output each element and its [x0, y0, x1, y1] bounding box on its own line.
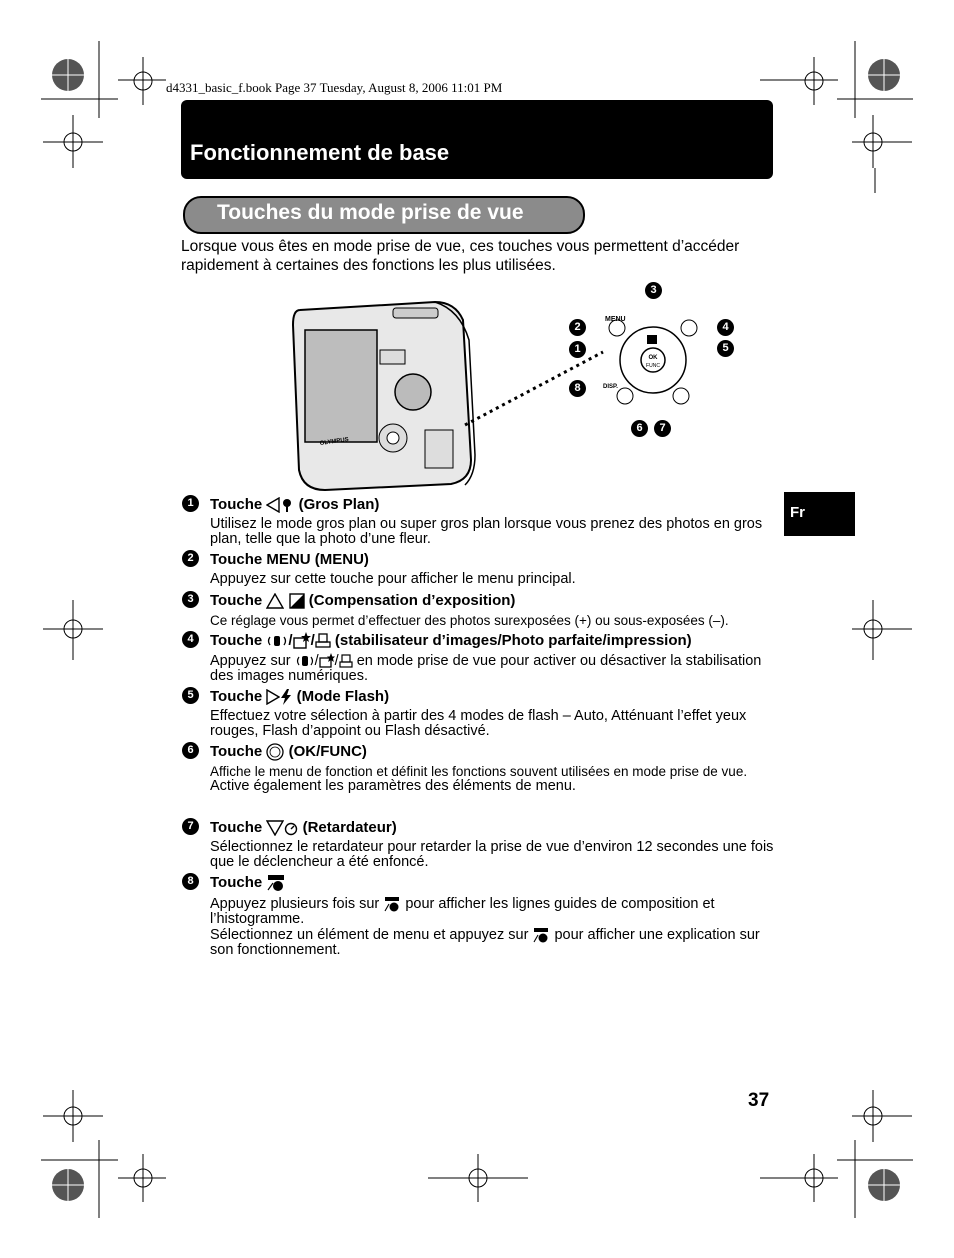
callout-6: 6 [631, 420, 648, 437]
print-icon [315, 633, 331, 649]
item-body-7: Sélectionnez le retardateur pour retarder la prise de vue d’environ 12 secondes une fois que le déclencheur a été enfoncé. [210, 839, 774, 870]
flash-icon [280, 689, 292, 705]
callout-2: 2 [569, 319, 586, 336]
intro-paragraph: Lorsque vous êtes en mode prise de vue, ces touches vous permettent d’accéder rapidement à certaines des fonctions les plus utilisées. [181, 238, 740, 274]
item-title-3 [210, 592, 515, 609]
func-label: FUNC [646, 363, 660, 369]
item-number-2: 2 [182, 550, 199, 567]
item-body-4: Appuyez sur / / en mode prise de vue pour activer ou désactiver la stabilisation des images numériques. [210, 652, 762, 684]
down-arrow-icon [266, 820, 284, 836]
item-prefix: Touche [210, 688, 263, 705]
item-prefix: Touche [210, 743, 263, 760]
page-number: 37 [748, 1090, 770, 1111]
item-prefix: Touche [210, 874, 263, 891]
item-prefix: Touche [210, 632, 263, 649]
exposure-compensation-icon [289, 593, 305, 609]
item-body-8 [210, 896, 780, 958]
exposure-icon [647, 335, 657, 344]
item-body-2: Appuyez sur cette touche pour afficher le menu principal. [210, 571, 576, 587]
left-arrow-icon [266, 497, 280, 513]
menu-word: MENU [266, 551, 311, 568]
item-prefix: Touche [210, 496, 263, 513]
self-timer-icon [284, 820, 298, 836]
item-number-7: 7 [182, 818, 199, 835]
item-title-text: (Gros Plan) [298, 496, 380, 513]
print-icon [339, 654, 353, 668]
item-prefix: Touche [210, 592, 263, 609]
item-title-text: (stabilisateur d’images/Photo parfaite/impression) [334, 632, 692, 649]
right-arrow-icon [266, 689, 280, 705]
book-metadata-line: d4331_basic_f.book Page 37 Tuesday, August 8, 2006 11:01 PM [166, 80, 503, 95]
disp-help-icon [532, 927, 550, 943]
item-body-5: Effectuez votre sélection à partir des 4 modes de flash – Auto, Atténuant l’effet yeux rouges, Flash d’appoint ou Flash désactivé. [210, 708, 747, 739]
item-title-text: (Mode Flash) [296, 688, 390, 705]
perfect-shot-icon [319, 653, 335, 669]
section-title: Fonctionnement de base [190, 140, 450, 165]
callout-8: 8 [569, 380, 586, 397]
item-body-text: en mode prise de vue pour activer ou désactiver la stabilisation des images numériques. [210, 652, 762, 684]
side-door [425, 430, 453, 468]
item-title-text: (OK/FUNC) [288, 743, 367, 760]
up-arrow-icon [266, 593, 284, 609]
item-title-text: (MENU) [314, 551, 369, 568]
item-title-5 [210, 688, 389, 705]
callout-7: 7 [654, 420, 671, 437]
subsection-title: Touches du mode prise de vue [217, 201, 524, 224]
brand-label: OLYMPUS [319, 436, 350, 447]
item-title-text: (Retardateur) [302, 819, 397, 836]
item-body-text: pour afficher les lignes guides de composition et l’histogramme. [210, 895, 715, 927]
stabilizer-button [681, 320, 697, 336]
item-title-text: (Compensation d’exposition) [308, 592, 516, 609]
item-body-1: Utilisez le mode gros plan ou super gros plan lorsque vous prenez des photos en gros plan, telle que la photo d’une fleur. [210, 516, 763, 547]
item-number-8: 8 [182, 873, 199, 890]
item-prefix: Touche [210, 551, 263, 568]
item-title-4: Touche / / (stabilisateur d’images/Photo parfaite/impression) [210, 632, 692, 649]
item-title-7 [210, 819, 397, 836]
menu-label: MENU [605, 316, 626, 323]
disp-button [617, 388, 633, 404]
lcd-screen [305, 330, 377, 442]
language-tab-label: Fr [790, 504, 805, 521]
item-number-1: 1 [182, 495, 199, 512]
callout-3: 3 [645, 282, 662, 299]
perfect-shot-icon [293, 632, 311, 650]
item-body-text: Appuyez sur [210, 652, 291, 669]
item-title-1 [210, 496, 379, 513]
disp-help-icon [266, 874, 286, 892]
item-title-6 [210, 743, 367, 761]
viewfinder [380, 350, 405, 364]
ok-label: OK [648, 355, 658, 361]
item-body-text: pour afficher une explication sur son fonctionnement. [210, 926, 760, 958]
ok-func-icon [266, 743, 284, 761]
disp-label: DISP. [603, 384, 618, 390]
callout-4: 4 [717, 319, 734, 336]
item-number-3: 3 [182, 591, 199, 608]
camera-diagram [285, 280, 705, 495]
disp-help-icon [383, 896, 401, 912]
item-title-2 [210, 551, 369, 568]
item-number-4: 4 [182, 631, 199, 648]
macro-flower-icon [280, 497, 294, 513]
item-body-text: Active également les paramètres des éléments de menu. [210, 778, 576, 794]
item-number-5: 5 [182, 687, 199, 704]
item-number-6: 6 [182, 742, 199, 759]
callout-1: 1 [569, 341, 586, 358]
item-body-6 [210, 764, 780, 794]
mode-dial [395, 374, 431, 410]
item-title-8 [210, 874, 286, 892]
item-prefix: Touche [210, 819, 263, 836]
shutter-button [393, 308, 438, 318]
item-body-text: Appuyez plusieurs fois sur [210, 895, 380, 912]
item-body-text: Sélectionnez un élément de menu et appuyez sur [210, 926, 529, 943]
stabilizer-hand-icon [295, 654, 315, 668]
item-body-3: Ce réglage vous permet d’effectuer des photos surexposées (+) ou sous-exposées (–). [210, 613, 729, 628]
delete-button [673, 388, 689, 404]
stabilizer-hand-icon [266, 633, 288, 649]
callout-5: 5 [717, 340, 734, 357]
item-body-text: Affiche le menu de fonction et définit les fonctions souvent utilisées en mode prise de vue. [210, 764, 748, 779]
